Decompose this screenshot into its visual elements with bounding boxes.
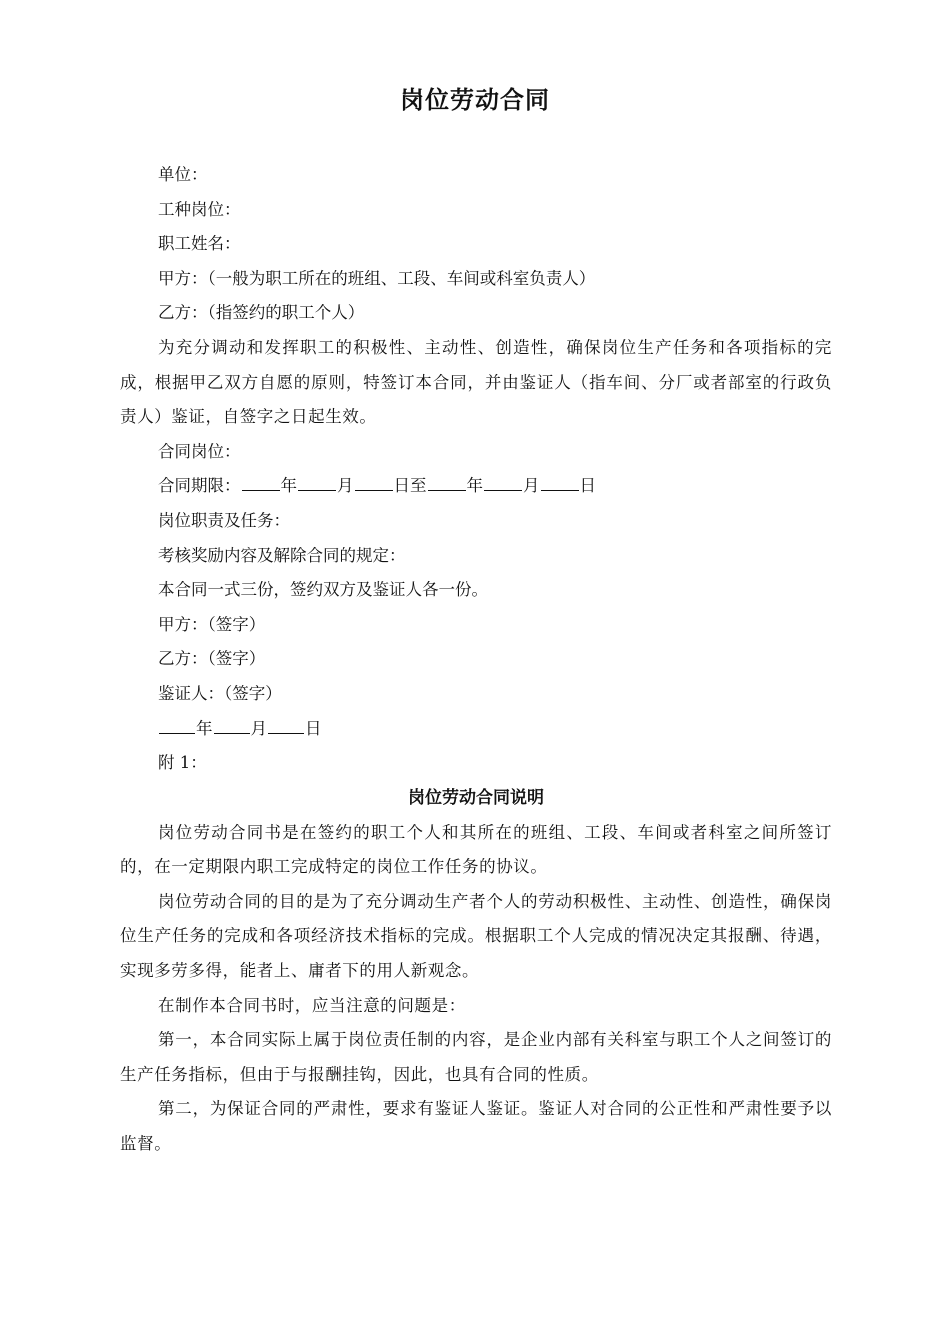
end-month-blank bbox=[484, 474, 522, 491]
end-year-label: 年 bbox=[466, 476, 483, 496]
duties-field: 岗位职责及任务： bbox=[158, 510, 290, 530]
sign-month-blank bbox=[214, 717, 250, 734]
end-month-label: 月 bbox=[523, 476, 540, 496]
explanation-title: 岗位劳动合同说明 bbox=[408, 787, 544, 808]
end-year-blank bbox=[428, 474, 466, 491]
party-a-field: 甲方：（一般为职工所在的班组、工段、车间或科室负责人） bbox=[158, 268, 596, 288]
party-a-signature: 甲方：（签字） bbox=[158, 614, 266, 634]
end-day-label: 日 bbox=[579, 476, 596, 496]
witness-signature: 鉴证人：（签字） bbox=[158, 683, 282, 703]
copies-statement: 本合同一式三份，签约双方及鉴证人各一份。 bbox=[158, 580, 488, 600]
start-day-to-label: 日至 bbox=[393, 476, 427, 496]
sign-year-blank bbox=[159, 717, 195, 734]
party-b-signature: 乙方：（签字） bbox=[158, 649, 266, 669]
party-b-field: 乙方：（指签约的职工个人） bbox=[158, 303, 365, 323]
intro-paragraph: 为充分调动和发挥职工的积极性、主动性、创造性，确保岗位生产任务和各项指标的完成，根据甲乙双方自愿的原则，特签订本合同，并由鉴证人（指车间、分厂或者部室的行政负责人）鉴证，自签字之日起生效。 bbox=[120, 337, 832, 427]
start-month-label: 月 bbox=[337, 476, 354, 496]
start-day-blank bbox=[355, 474, 393, 491]
contract-position-field: 合同岗位： bbox=[158, 441, 241, 461]
contract-term-label: 合同期限： bbox=[158, 476, 241, 496]
explanation-paragraph: 岗位劳动合同书是在签约的职工个人和其所在的班组、工段、车间或者科室之间所签订的，在一定期限内职工完成特定的岗位工作任务的协议。 bbox=[120, 822, 832, 877]
explanation-paragraph: 在制作本合同书时，应当注意的问题是： bbox=[158, 995, 466, 1015]
sign-date bbox=[120, 712, 832, 747]
explanation-paragraph: 岗位劳动合同的目的是为了充分调动生产者个人的劳动积极性、主动性、创造性，确保岗位生产任务的完成和各项经济技术指标的完成。根据职工个人完成的情况决定其报酬、待遇，实现多劳多得，能者上、庸者下的用人新观念。 bbox=[120, 891, 832, 981]
end-day-blank bbox=[541, 474, 579, 491]
explanation-paragraph: 第一，本合同实际上属于岗位责任制的内容，是企业内部有关科室与职工个人之间签订的生产任务指标，但由于与报酬挂钩，因此，也具有合同的性质。 bbox=[120, 1030, 832, 1084]
sign-day-blank bbox=[268, 717, 304, 734]
document-title: 岗位劳动合同 bbox=[400, 86, 550, 114]
explanation-paragraph: 第二，为保证合同的严肃性，要求有鉴证人鉴证。鉴证人对合同的公正性和严肃性要予以监督。 bbox=[120, 1099, 832, 1154]
employee-name-field: 职工姓名： bbox=[158, 234, 241, 254]
document-body bbox=[120, 158, 832, 1162]
assessment-field: 考核奖励内容及解除合同的规定： bbox=[158, 545, 406, 565]
sign-month-label: 月 bbox=[250, 718, 267, 738]
start-month-blank bbox=[298, 474, 336, 491]
unit-field: 单位： bbox=[158, 165, 208, 184]
contract-term-field bbox=[120, 469, 832, 504]
attachment-label: 附 1： bbox=[158, 753, 207, 773]
sign-year-label: 年 bbox=[196, 718, 213, 738]
job-position-field: 工种岗位： bbox=[158, 199, 241, 219]
sign-day-label: 日 bbox=[305, 718, 322, 738]
start-year-label: 年 bbox=[280, 476, 297, 496]
start-year-blank bbox=[242, 474, 280, 491]
